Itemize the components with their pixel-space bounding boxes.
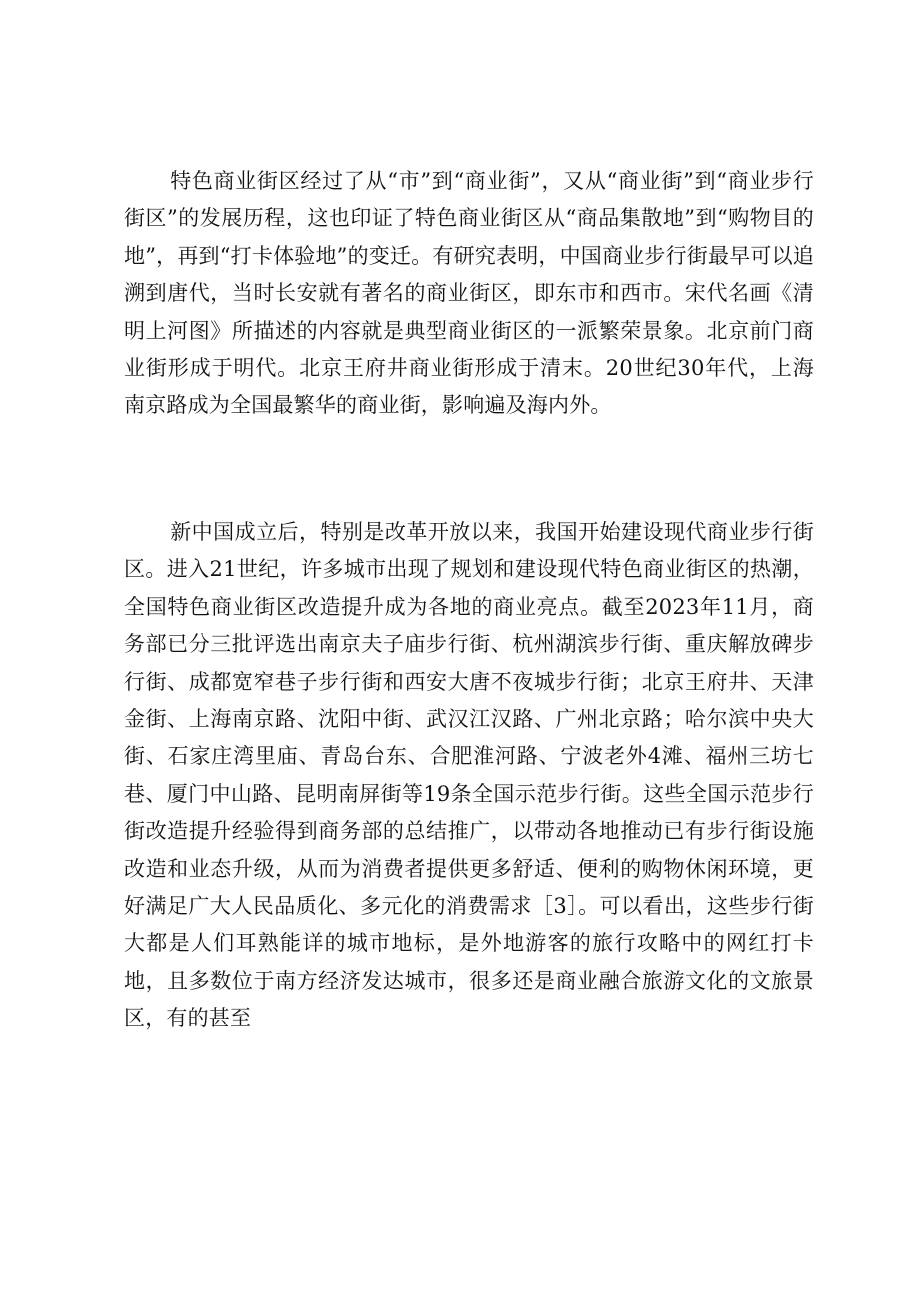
paragraph-history: 特色商业街区经过了从“市”到“商业街”，又从“商业街”到“商业步行街区”的发展历程，这也印证了特色商业街区从“商品集散地”到“购物目的地”，再到“打卡体验地”的变迁。有研究表明，中国商业步行街最早可以追溯到唐代，当时长安就有著名的商业街区，即东市和西市。宋代名画《清明上河图》所描述的内容就是典型商业街区的一派繁荣景象。北京前门商业街形成于明代。北京王府井商业街形成于清末。20世纪30年代，上海南京路成为全国最繁华的商业街，影响遍及海内外。 — [124, 169, 815, 418]
paragraph-modern-development: 新中国成立后，特别是改革开放以来，我国开始建设现代商业步行街区。进入21世纪，许多城市出现了规划和建设现代特色商业街区的热潮，全国特色商业街区改造提升成为各地的商业亮点。截至2023年11月，商务部已分三批评选出南京夫子庙步行街、杭州湖滨步行街、重庆解放碑步行街、成都宽窄巷子步行街和西安大唐不夜城步行街；北京王府井、天津金街、上海南京路、沈阳中街、武汉江汉路、广州北京路；哈尔滨中央大街、石家庄湾里庙、青岛台东、合肥淮河路、宁波老外4滩、福州三坊七巷、厦门中山路、昆明南屏街等19条全国示范步行街。这些全国示范步行街改造提升经验得到商务部的总结推广，以带动各地推动已有步行街设施改造和业态升级，从而为消费者提供更多舒适、便利的购物休闲环境，更好满足广大人民品质化、多元化的消费需求［3］。可以看出，这些步行街大都是人们耳熟能详的城市地标，是外地游客的旅行攻略中的网红打卡地，且多数位于南方经济发达城市，很多还是商业融合旅游文化的文旅景区，有的甚至 — [124, 520, 814, 1031]
